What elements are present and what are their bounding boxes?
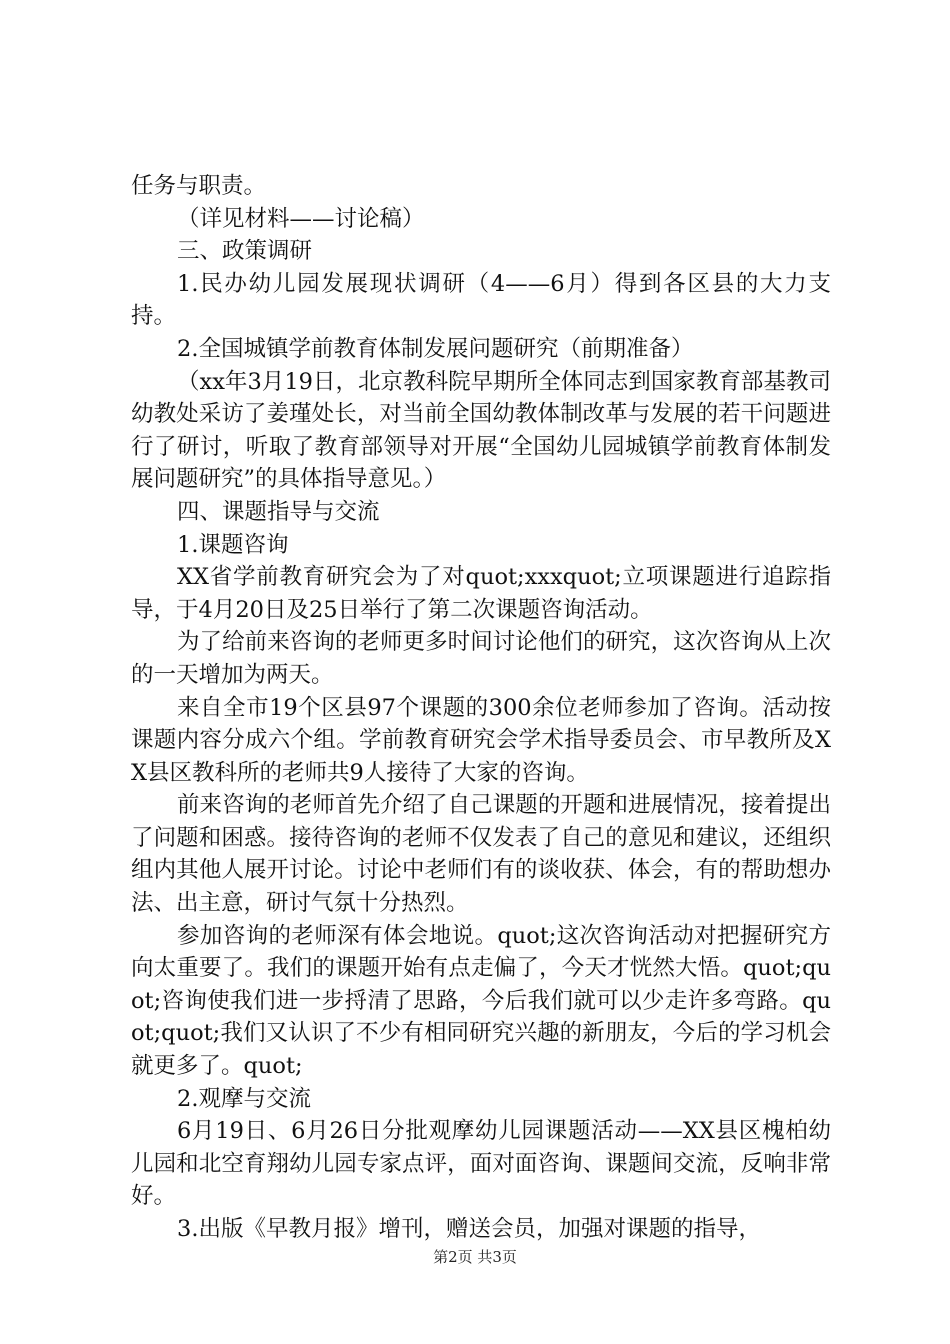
paragraph: 来自全市19个区县97个课题的300余位老师参加了咨询。活动按课题内容分成六个组。学前教育研究会学术指导委员会、市早教所及XX县区教科所的老师共9人接待了大家的咨询。 — [131, 694, 831, 786]
paragraph: 为了给前来咨询的老师更多时间讨论他们的研究，这次咨询从上次的一天增加为两天。 — [131, 629, 831, 688]
paragraph: 前来咨询的老师首先介绍了自己课题的开题和进展情况，接着提出了问题和困惑。接待咨询的老师不仅发表了自己的意见和建议，还组织组内其他人展开讨论。讨论中老师们有的谈收获、体会，有的帮助想办法、出主意，研讨气氛十分热烈。 — [131, 792, 831, 917]
paragraph: 参加咨询的老师深有体会地说。quot;这次咨询活动对把握研究方向太重要了。我们的课题开始有点走偏了，今天才恍然大悟。quot;quot;咨询使我们进一步捋清了思路，今后我们就可以少走许多弯路。quot;quot;我们又认识了不少有相同研究兴趣的新朋友，今后的学习机会就更多了。quot; — [131, 922, 831, 1080]
paragraph: （详见材料——讨论稿） — [177, 205, 425, 232]
paragraph: 1.民办幼儿园发展现状调研（4——6月）得到各区县的大力支持。 — [131, 270, 831, 330]
paragraph: XX省学前教育研究会为了对quot;xxxquot;立项课题进行追踪指导，于4月20日及25日举行了第二次课题咨询活动。 — [131, 564, 831, 623]
paragraph: 6月19日、6月26日分批观摩幼儿园课题活动——XX县区槐柏幼儿园和北空育翔幼儿园专家点评，面对面咨询、课题间交流，反响非常好。 — [131, 1118, 831, 1210]
document-body — [131, 170, 831, 1246]
page-footer: 第2页 共3页 — [433, 1248, 517, 1266]
paragraph: 任务与职责。 — [131, 173, 267, 199]
paragraph: 1.课题咨询 — [177, 531, 289, 558]
paragraph: 三、政策调研 — [177, 238, 313, 265]
paragraph: （xx年3月19日，北京教科院早期所全体同志到国家教育部基教司幼教处采访了姜瑾处长，对当前全国幼教体制改革与发展的若干问题进行了研讨，听取了教育部领导对开展“全国幼儿园城镇学前教育体制发展问题研究”的具体指导意见。） — [131, 368, 831, 493]
paragraph: 2.全国城镇学前教育体制发展问题研究（前期准备） — [177, 335, 694, 362]
paragraph: 2.观摩与交流 — [177, 1085, 311, 1112]
paragraph: 3.出版《早教月报》增刊，赠送会员，加强对课题的指导， — [177, 1216, 761, 1242]
paragraph: 四、课题指导与交流 — [177, 498, 380, 525]
